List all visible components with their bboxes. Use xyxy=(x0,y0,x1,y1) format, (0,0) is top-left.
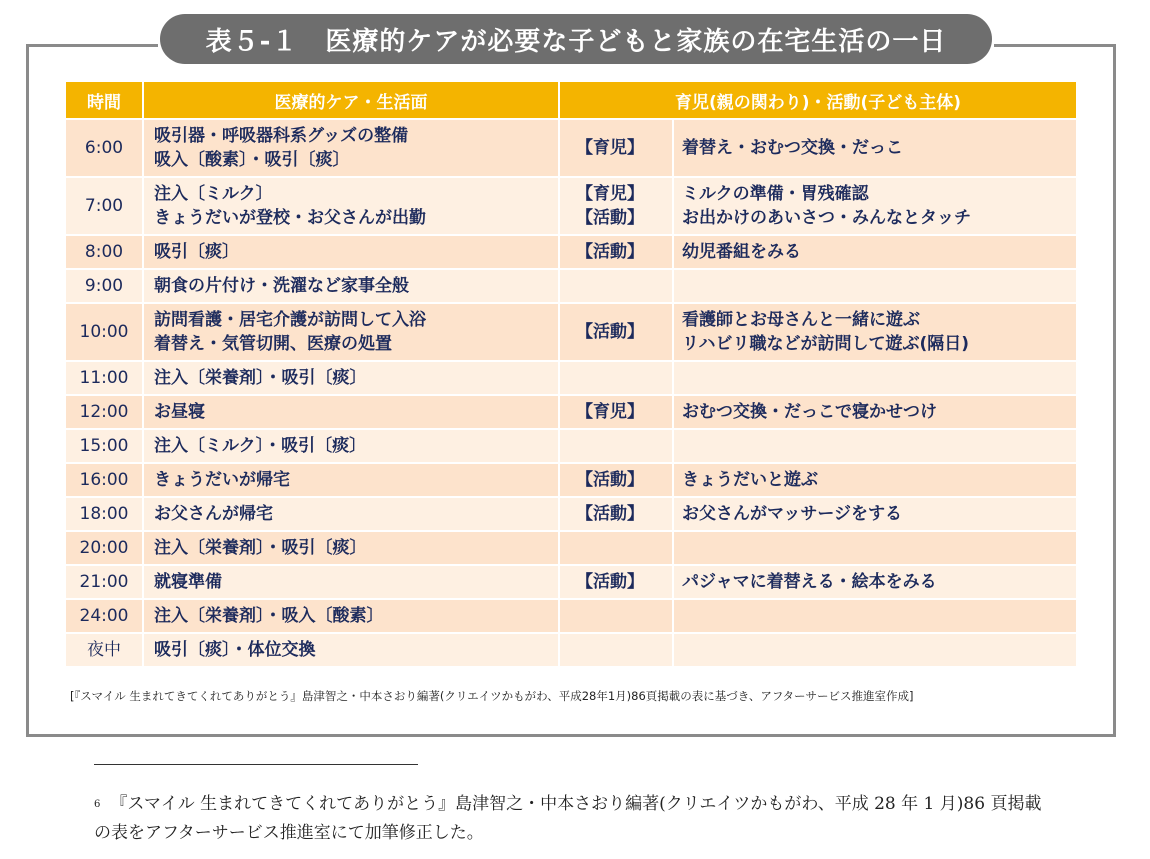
care-line: お昼寝 xyxy=(154,402,205,422)
cell-time xyxy=(66,362,144,394)
cell-activity xyxy=(674,270,1076,302)
cell-care xyxy=(144,566,560,598)
footnote xyxy=(94,790,1054,848)
table-header xyxy=(66,82,1076,118)
care-line: お父さんが帰宅 xyxy=(154,504,273,524)
time-text: 10:00 xyxy=(79,322,129,342)
cell-category xyxy=(560,464,674,496)
time-text: 8:00 xyxy=(84,242,124,262)
cell-care xyxy=(144,498,560,530)
table-row xyxy=(66,632,1076,666)
cell-time xyxy=(66,120,144,176)
care-line: 吸引〔痰〕・体位交換 xyxy=(154,640,316,660)
care-line: 就寝準備 xyxy=(154,572,222,592)
time-text: 20:00 xyxy=(79,538,129,558)
time-text: 24:00 xyxy=(79,606,129,626)
category-tag: 【育児】 xyxy=(576,402,644,422)
cell-activity xyxy=(674,396,1076,428)
care-line: 訪問看護・居宅介護が訪問して入浴 xyxy=(154,310,426,330)
schedule-table xyxy=(66,82,1076,666)
time-text: 12:00 xyxy=(79,402,129,422)
cell-activity xyxy=(674,430,1076,462)
cell-care xyxy=(144,304,560,360)
activity-line: おむつ交換・だっこで寝かせつけ xyxy=(682,402,937,422)
source-note: [『スマイル 生まれてきてくれてありがとう』島津智之・中本さおり編著(クリエイツかもがわ、平成28年1月)86頁掲載の表に基づき、アフターサービス推進室作成] xyxy=(70,689,914,703)
cell-category xyxy=(560,396,674,428)
cell-category xyxy=(560,120,674,176)
care-line: 吸引器・呼吸器科系グッズの整備 xyxy=(154,126,409,146)
table-body xyxy=(66,118,1076,666)
cell-activity xyxy=(674,304,1076,360)
cell-category xyxy=(560,304,674,360)
cell-category xyxy=(560,532,674,564)
table-row xyxy=(66,234,1076,268)
cell-activity xyxy=(674,236,1076,268)
cell-category xyxy=(560,498,674,530)
activity-line: リハビリ職などが訪問して遊ぶ(隔日) xyxy=(682,334,970,354)
care-line: 着替え・気管切開、医療の処置 xyxy=(154,334,392,354)
cell-activity xyxy=(674,498,1076,530)
cell-activity xyxy=(674,464,1076,496)
header-time: 時間 xyxy=(66,82,144,118)
cell-category xyxy=(560,236,674,268)
cell-time xyxy=(66,498,144,530)
care-line: 注入〔栄養剤〕・吸引〔痰〕 xyxy=(154,538,367,558)
activity-line: 幼児番組をみる xyxy=(682,242,801,262)
cell-care xyxy=(144,236,560,268)
table-row xyxy=(66,176,1076,234)
care-line: 注入〔ミルク〕・吸引〔痰〕 xyxy=(154,436,367,456)
activity-line: ミルクの準備・胃残確認 xyxy=(682,184,869,204)
cell-care xyxy=(144,270,560,302)
table-row xyxy=(66,118,1076,176)
category-tag: 【育児】 xyxy=(576,138,644,158)
table-row xyxy=(66,462,1076,496)
activity-line: お出かけのあいさつ・みんなとタッチ xyxy=(682,208,971,228)
cell-time xyxy=(66,566,144,598)
cell-time xyxy=(66,304,144,360)
table-row xyxy=(66,428,1076,462)
cell-care xyxy=(144,120,560,176)
cell-time xyxy=(66,396,144,428)
time-text: 15:00 xyxy=(79,436,129,456)
category-tag: 【活動】 xyxy=(576,504,644,524)
care-line: 注入〔栄養剤〕・吸引〔痰〕 xyxy=(154,368,367,388)
cell-time xyxy=(66,464,144,496)
cell-time xyxy=(66,236,144,268)
table-row xyxy=(66,360,1076,394)
care-line: きょうだいが登校・お父さんが出勤 xyxy=(154,208,426,228)
footnote-text: 『スマイル 生まれてきてくれてありがとう』島津智之・中本さおり編著(クリエイツかもがわ、平成 28 年 1 月)86 頁掲載の表をアフターサービス推進室にて加筆修正した。 xyxy=(94,794,1042,843)
category-tag: 【活動】 xyxy=(576,242,644,262)
care-line: 注入〔栄養剤〕・吸入〔酸素〕 xyxy=(154,606,384,626)
cell-time xyxy=(66,178,144,234)
category-tag: 【育児】 xyxy=(576,184,644,204)
cell-time xyxy=(66,600,144,632)
cell-care xyxy=(144,634,560,666)
activity-line: パジャマに着替える・絵本をみる xyxy=(682,572,937,592)
activity-line: 着替え・おむつ交換・だっこ xyxy=(682,138,903,158)
table-row xyxy=(66,268,1076,302)
care-line: 注入〔ミルク〕 xyxy=(154,184,273,204)
time-text: 夜中 xyxy=(87,640,121,660)
time-text: 16:00 xyxy=(79,470,129,490)
cell-category xyxy=(560,362,674,394)
cell-care xyxy=(144,396,560,428)
cell-activity xyxy=(674,532,1076,564)
cell-category xyxy=(560,430,674,462)
time-text: 9:00 xyxy=(84,276,124,296)
cell-care xyxy=(144,362,560,394)
cell-category xyxy=(560,566,674,598)
activity-line: お父さんがマッサージをする xyxy=(682,504,902,524)
cell-activity xyxy=(674,362,1076,394)
header-activity: 育児(親の関わり)・活動(子ども主体) xyxy=(674,92,962,113)
category-tag: 【活動】 xyxy=(576,470,644,490)
cell-care xyxy=(144,532,560,564)
time-text: 21:00 xyxy=(79,572,129,592)
time-text: 7:00 xyxy=(84,196,124,216)
time-text: 6:00 xyxy=(84,138,124,158)
care-line: きょうだいが帰宅 xyxy=(154,470,290,490)
table-row xyxy=(66,302,1076,360)
table-row xyxy=(66,598,1076,632)
activity-line: 看護師とお母さんと一緒に遊ぶ xyxy=(682,310,920,330)
care-line: 朝食の片付け・洗濯など家事全般 xyxy=(154,276,409,296)
footnote-rule xyxy=(94,764,418,765)
footnote-number: 6 xyxy=(94,799,101,810)
cell-care xyxy=(144,430,560,462)
table-row xyxy=(66,496,1076,530)
table-title: 表５-１ 医療的ケアが必要な子どもと家族の在宅生活の一日 xyxy=(160,14,992,64)
cell-activity xyxy=(674,600,1076,632)
cell-activity xyxy=(674,178,1076,234)
cell-activity xyxy=(674,634,1076,666)
cell-time xyxy=(66,532,144,564)
cell-category xyxy=(560,270,674,302)
category-tag: 【活動】 xyxy=(576,208,644,228)
activity-line: きょうだいと遊ぶ xyxy=(682,470,818,490)
table-row xyxy=(66,564,1076,598)
header-care: 医療的ケア・生活面 xyxy=(144,82,560,118)
table-row xyxy=(66,394,1076,428)
category-tag: 【活動】 xyxy=(576,322,644,342)
table-row xyxy=(66,530,1076,564)
time-text: 18:00 xyxy=(79,504,129,524)
cell-time xyxy=(66,634,144,666)
care-line: 吸引〔痰〕 xyxy=(154,242,239,262)
cell-care xyxy=(144,600,560,632)
cell-time xyxy=(66,270,144,302)
time-text: 11:00 xyxy=(79,368,129,388)
cell-category xyxy=(560,600,674,632)
cell-category xyxy=(560,634,674,666)
cell-category xyxy=(560,178,674,234)
cell-care xyxy=(144,178,560,234)
category-tag: 【活動】 xyxy=(576,572,644,592)
cell-activity xyxy=(674,120,1076,176)
care-line: 吸入〔酸素〕・吸引〔痰〕 xyxy=(154,150,350,170)
cell-activity xyxy=(674,566,1076,598)
cell-time xyxy=(66,430,144,462)
cell-care xyxy=(144,464,560,496)
